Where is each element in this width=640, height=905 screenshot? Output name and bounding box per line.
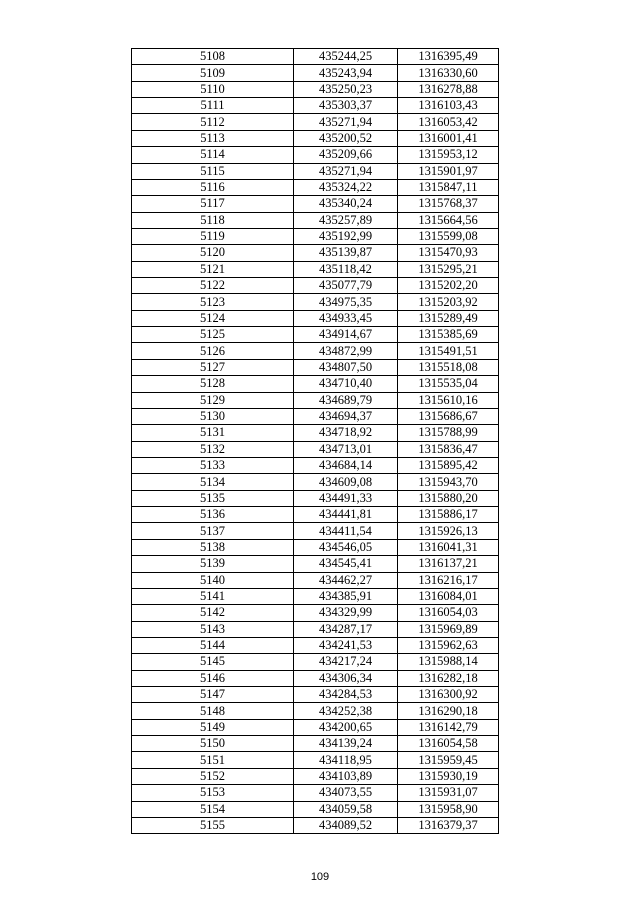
point-number-cell: 5127 — [132, 359, 294, 375]
point-number-cell: 5110 — [132, 81, 294, 97]
table-row — [132, 278, 499, 294]
y-coordinate-cell: 1315599,08 — [398, 228, 499, 244]
table-row — [132, 687, 499, 703]
table-row — [132, 228, 499, 244]
table-row — [132, 507, 499, 523]
table-row — [132, 408, 499, 424]
point-number-cell: 5145 — [132, 654, 294, 670]
x-coordinate-cell: 435271,94 — [294, 163, 398, 179]
point-number-cell: 5154 — [132, 801, 294, 817]
x-coordinate-cell: 434872,99 — [294, 343, 398, 359]
y-coordinate-cell: 1315901,97 — [398, 163, 499, 179]
y-coordinate-cell: 1315610,16 — [398, 392, 499, 408]
y-coordinate-cell: 1315953,12 — [398, 147, 499, 163]
y-coordinate-cell: 1315958,90 — [398, 801, 499, 817]
x-coordinate-cell: 435077,79 — [294, 278, 398, 294]
table-row — [132, 245, 499, 261]
table-row — [132, 294, 499, 310]
x-coordinate-cell: 434200,65 — [294, 719, 398, 735]
table-row — [132, 768, 499, 784]
y-coordinate-cell: 1315686,67 — [398, 408, 499, 424]
table-row — [132, 163, 499, 179]
table-row — [132, 81, 499, 97]
table-row — [132, 785, 499, 801]
x-coordinate-cell: 434718,92 — [294, 425, 398, 441]
table-row — [132, 817, 499, 833]
y-coordinate-cell: 1316216,17 — [398, 572, 499, 588]
x-coordinate-cell: 434329,99 — [294, 605, 398, 621]
table-row — [132, 327, 499, 343]
x-coordinate-cell: 434975,35 — [294, 294, 398, 310]
table-row — [132, 179, 499, 195]
x-coordinate-cell: 435257,89 — [294, 212, 398, 228]
table-row — [132, 359, 499, 375]
y-coordinate-cell: 1316142,79 — [398, 719, 499, 735]
table-row — [132, 310, 499, 326]
y-coordinate-cell: 1316054,58 — [398, 736, 499, 752]
y-coordinate-cell: 1315518,08 — [398, 359, 499, 375]
point-number-cell: 5118 — [132, 212, 294, 228]
x-coordinate-cell: 434118,95 — [294, 752, 398, 768]
point-number-cell: 5119 — [132, 228, 294, 244]
x-coordinate-cell: 434491,33 — [294, 490, 398, 506]
point-number-cell: 5116 — [132, 179, 294, 195]
x-coordinate-cell: 434306,34 — [294, 670, 398, 686]
y-coordinate-cell: 1315836,47 — [398, 441, 499, 457]
y-coordinate-cell: 1315768,37 — [398, 196, 499, 212]
point-number-cell: 5138 — [132, 539, 294, 555]
point-number-cell: 5129 — [132, 392, 294, 408]
y-coordinate-cell: 1316282,18 — [398, 670, 499, 686]
table-row — [132, 637, 499, 653]
x-coordinate-cell: 434933,45 — [294, 310, 398, 326]
y-coordinate-cell: 1316053,42 — [398, 114, 499, 130]
y-coordinate-cell: 1315930,19 — [398, 768, 499, 784]
x-coordinate-cell: 435303,37 — [294, 98, 398, 114]
x-coordinate-cell: 434287,17 — [294, 621, 398, 637]
coordinates-table — [131, 48, 499, 834]
y-coordinate-cell: 1315847,11 — [398, 179, 499, 195]
table-row — [132, 49, 499, 65]
point-number-cell: 5125 — [132, 327, 294, 343]
table-row — [132, 556, 499, 572]
point-number-cell: 5140 — [132, 572, 294, 588]
point-number-cell: 5132 — [132, 441, 294, 457]
y-coordinate-cell: 1315959,45 — [398, 752, 499, 768]
y-coordinate-cell: 1316290,18 — [398, 703, 499, 719]
point-number-cell: 5152 — [132, 768, 294, 784]
table-row — [132, 670, 499, 686]
table-row — [132, 98, 499, 114]
x-coordinate-cell: 434059,58 — [294, 801, 398, 817]
x-coordinate-cell: 435118,42 — [294, 261, 398, 277]
point-number-cell: 5153 — [132, 785, 294, 801]
x-coordinate-cell: 434694,37 — [294, 408, 398, 424]
x-coordinate-cell: 434441,81 — [294, 507, 398, 523]
x-coordinate-cell: 434241,53 — [294, 637, 398, 653]
point-number-cell: 5123 — [132, 294, 294, 310]
point-number-cell: 5142 — [132, 605, 294, 621]
point-number-cell: 5130 — [132, 408, 294, 424]
y-coordinate-cell: 1315788,99 — [398, 425, 499, 441]
x-coordinate-cell: 434103,89 — [294, 768, 398, 784]
x-coordinate-cell: 434385,91 — [294, 588, 398, 604]
point-number-cell: 5137 — [132, 523, 294, 539]
y-coordinate-cell: 1315926,13 — [398, 523, 499, 539]
point-number-cell: 5155 — [132, 817, 294, 833]
y-coordinate-cell: 1315491,51 — [398, 343, 499, 359]
x-coordinate-cell: 434545,41 — [294, 556, 398, 572]
x-coordinate-cell: 435250,23 — [294, 81, 398, 97]
x-coordinate-cell: 434073,55 — [294, 785, 398, 801]
point-number-cell: 5141 — [132, 588, 294, 604]
point-number-cell: 5144 — [132, 637, 294, 653]
x-coordinate-cell: 435340,24 — [294, 196, 398, 212]
y-coordinate-cell: 1315895,42 — [398, 457, 499, 473]
x-coordinate-cell: 434710,40 — [294, 376, 398, 392]
y-coordinate-cell: 1315289,49 — [398, 310, 499, 326]
table-row — [132, 539, 499, 555]
table-row — [132, 572, 499, 588]
x-coordinate-cell: 434684,14 — [294, 457, 398, 473]
table-row — [132, 752, 499, 768]
point-number-cell: 5117 — [132, 196, 294, 212]
y-coordinate-cell: 1316300,92 — [398, 687, 499, 703]
table-row — [132, 654, 499, 670]
table-row — [132, 392, 499, 408]
table-row — [132, 736, 499, 752]
point-number-cell: 5109 — [132, 65, 294, 81]
y-coordinate-cell: 1315943,70 — [398, 474, 499, 490]
y-coordinate-cell: 1316041,31 — [398, 539, 499, 555]
x-coordinate-cell: 434411,54 — [294, 523, 398, 539]
y-coordinate-cell: 1315535,04 — [398, 376, 499, 392]
x-coordinate-cell: 435139,87 — [294, 245, 398, 261]
y-coordinate-cell: 1316137,21 — [398, 556, 499, 572]
y-coordinate-cell: 1315295,21 — [398, 261, 499, 277]
point-number-cell: 5143 — [132, 621, 294, 637]
x-coordinate-cell: 434462,27 — [294, 572, 398, 588]
table-row — [132, 703, 499, 719]
x-coordinate-cell: 435324,22 — [294, 179, 398, 195]
x-coordinate-cell: 435192,99 — [294, 228, 398, 244]
x-coordinate-cell: 435271,94 — [294, 114, 398, 130]
y-coordinate-cell: 1315931,07 — [398, 785, 499, 801]
point-number-cell: 5126 — [132, 343, 294, 359]
point-number-cell: 5114 — [132, 147, 294, 163]
point-number-cell: 5148 — [132, 703, 294, 719]
x-coordinate-cell: 435209,66 — [294, 147, 398, 163]
y-coordinate-cell: 1315962,63 — [398, 637, 499, 653]
table-row — [132, 441, 499, 457]
point-number-cell: 5150 — [132, 736, 294, 752]
y-coordinate-cell: 1316001,41 — [398, 130, 499, 146]
x-coordinate-cell: 434689,79 — [294, 392, 398, 408]
y-coordinate-cell: 1315385,69 — [398, 327, 499, 343]
point-number-cell: 5113 — [132, 130, 294, 146]
table-row — [132, 719, 499, 735]
x-coordinate-cell: 434609,08 — [294, 474, 398, 490]
x-coordinate-cell: 435243,94 — [294, 65, 398, 81]
y-coordinate-cell: 1316054,03 — [398, 605, 499, 621]
y-coordinate-cell: 1315969,89 — [398, 621, 499, 637]
table-row — [132, 212, 499, 228]
point-number-cell: 5134 — [132, 474, 294, 490]
x-coordinate-cell: 434252,38 — [294, 703, 398, 719]
table-row — [132, 114, 499, 130]
x-coordinate-cell: 434139,24 — [294, 736, 398, 752]
y-coordinate-cell: 1316379,37 — [398, 817, 499, 833]
point-number-cell: 5122 — [132, 278, 294, 294]
point-number-cell: 5135 — [132, 490, 294, 506]
point-number-cell: 5112 — [132, 114, 294, 130]
y-coordinate-cell: 1315202,20 — [398, 278, 499, 294]
point-number-cell: 5149 — [132, 719, 294, 735]
table-row — [132, 474, 499, 490]
y-coordinate-cell: 1315203,92 — [398, 294, 499, 310]
y-coordinate-cell: 1316103,43 — [398, 98, 499, 114]
table-row — [132, 523, 499, 539]
point-number-cell: 5115 — [132, 163, 294, 179]
y-coordinate-cell: 1316278,88 — [398, 81, 499, 97]
point-number-cell: 5131 — [132, 425, 294, 441]
table-row — [132, 376, 499, 392]
table-row — [132, 65, 499, 81]
table-row — [132, 801, 499, 817]
table-row — [132, 425, 499, 441]
table-row — [132, 457, 499, 473]
point-number-cell: 5146 — [132, 670, 294, 686]
table-row — [132, 196, 499, 212]
point-number-cell: 5133 — [132, 457, 294, 473]
y-coordinate-cell: 1315880,20 — [398, 490, 499, 506]
x-coordinate-cell: 434284,53 — [294, 687, 398, 703]
x-coordinate-cell: 434807,50 — [294, 359, 398, 375]
point-number-cell: 5124 — [132, 310, 294, 326]
point-number-cell: 5136 — [132, 507, 294, 523]
x-coordinate-cell: 435244,25 — [294, 49, 398, 65]
y-coordinate-cell: 1315988,14 — [398, 654, 499, 670]
page-number: 109 — [310, 871, 330, 883]
table-row — [132, 621, 499, 637]
x-coordinate-cell: 435200,52 — [294, 130, 398, 146]
table-body — [132, 49, 499, 834]
point-number-cell: 5147 — [132, 687, 294, 703]
point-number-cell: 5111 — [132, 98, 294, 114]
y-coordinate-cell: 1316330,60 — [398, 65, 499, 81]
y-coordinate-cell: 1315470,93 — [398, 245, 499, 261]
point-number-cell: 5108 — [132, 49, 294, 65]
table-row — [132, 588, 499, 604]
point-number-cell: 5128 — [132, 376, 294, 392]
y-coordinate-cell: 1316084,01 — [398, 588, 499, 604]
table-row — [132, 147, 499, 163]
x-coordinate-cell: 434713,01 — [294, 441, 398, 457]
table-row — [132, 261, 499, 277]
point-number-cell: 5120 — [132, 245, 294, 261]
y-coordinate-cell: 1315664,56 — [398, 212, 499, 228]
table-row — [132, 343, 499, 359]
y-coordinate-cell: 1315886,17 — [398, 507, 499, 523]
x-coordinate-cell: 434546,05 — [294, 539, 398, 555]
point-number-cell: 5151 — [132, 752, 294, 768]
x-coordinate-cell: 434217,24 — [294, 654, 398, 670]
x-coordinate-cell: 434089,52 — [294, 817, 398, 833]
point-number-cell: 5121 — [132, 261, 294, 277]
table-row — [132, 605, 499, 621]
point-number-cell: 5139 — [132, 556, 294, 572]
y-coordinate-cell: 1316395,49 — [398, 49, 499, 65]
table-row — [132, 490, 499, 506]
x-coordinate-cell: 434914,67 — [294, 327, 398, 343]
table-row — [132, 130, 499, 146]
